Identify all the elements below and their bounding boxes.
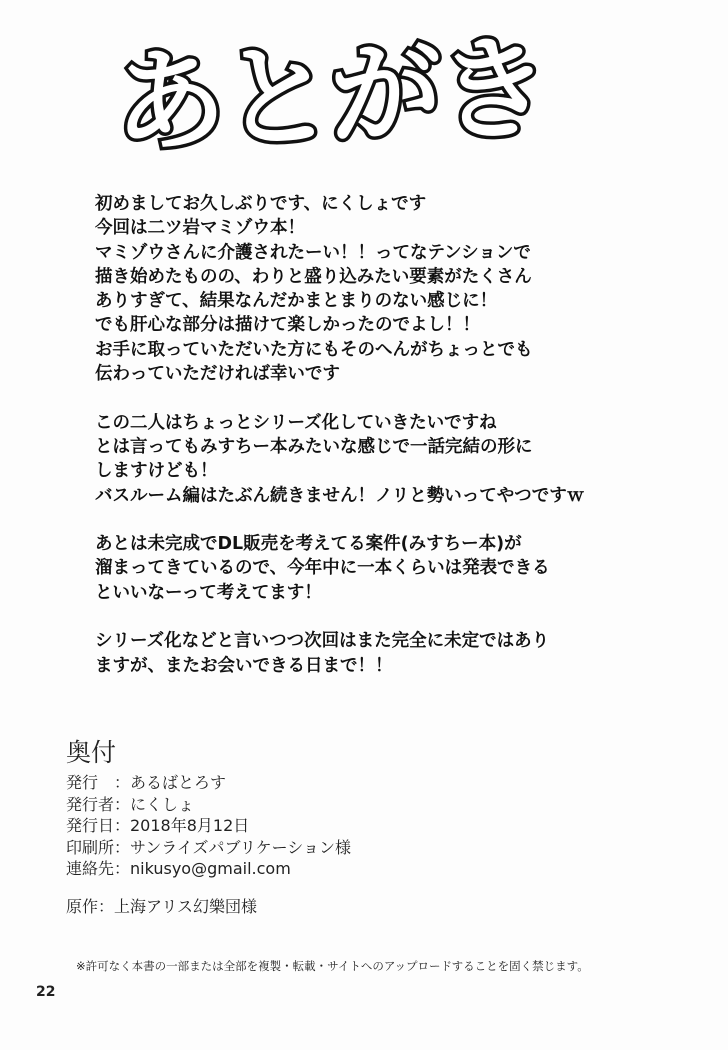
colophon-issuer: 発行者：にくしょ: [66, 794, 195, 814]
text-line: この二人はちょっとシリーズ化していきたいですね: [95, 412, 497, 433]
colophon-publisher: 発行 ：あるばとろす: [66, 773, 227, 792]
text-line: お手に取っていただいた方にもそのへんがちょっとでも: [95, 339, 533, 360]
text-line: でも肝心な部分は描けて楽しかったのでよし！！: [95, 315, 480, 336]
colophon-contact: 連絡先：nikusyo@gmail.com: [66, 859, 291, 878]
text-line: シリーズ化などと言いつつ次回はまた完全に未定ではあり: [95, 631, 550, 652]
afterword-body: [95, 192, 705, 702]
text-line: 初めましてお久しぶりです、にくしょです: [95, 194, 427, 214]
afterword-paragraph-1: [95, 192, 705, 386]
text-line: あとは未完成でDL販売を考えてる案件(みすちー本)が: [95, 534, 522, 555]
text-line: とは言ってもみすちー本みたいな感じで一話完結の形に: [95, 436, 533, 457]
colophon-original-work: 原作：上海アリス幻樂団様: [66, 896, 258, 916]
colophon: [66, 738, 666, 917]
colophon-date: 発行日：2018年8月12日: [66, 816, 250, 835]
afterword-title: あとがき: [111, 23, 548, 169]
text-line: バスルーム編はたぶん続きません！ノリと勢いってやつですｗ: [95, 485, 585, 506]
colophon-printer: 印刷所：サンライズパブリケーション様: [66, 837, 351, 857]
text-line: ますが、またお会いできる日まで！！: [95, 655, 393, 676]
page-number: 22: [36, 984, 56, 1000]
afterword-paragraph-3: [95, 532, 705, 605]
afterword-paragraph-4: [95, 629, 705, 678]
text-line: 描き始めたものの、わりと盛り込みたい要素がたくさん: [95, 266, 532, 287]
afterword-paragraph-2: [95, 411, 705, 508]
text-line: 伝わっていただければ幸いです: [95, 364, 340, 385]
copyright-notice: ※許可なく本書の一部または全部を複製・転載・サイトへのアップロードすることを固く禁じます。: [76, 959, 589, 973]
spacer: [66, 880, 666, 896]
text-line: しますけども！: [95, 461, 218, 482]
text-line: といいなーって考えてます！: [95, 582, 322, 603]
text-line: 今回は二ツ岩マミゾウ本！: [95, 218, 305, 239]
text-line: ありすぎて、結果なんだかまとまりのない感じに！: [95, 291, 498, 312]
colophon-title: 奥付: [66, 738, 117, 767]
text-line: マミゾウさんに介護されたーい！！ってなテンションで: [95, 242, 531, 263]
text-line: 溜まってきているので、今年中に一本くらいは発表できる: [95, 558, 550, 579]
